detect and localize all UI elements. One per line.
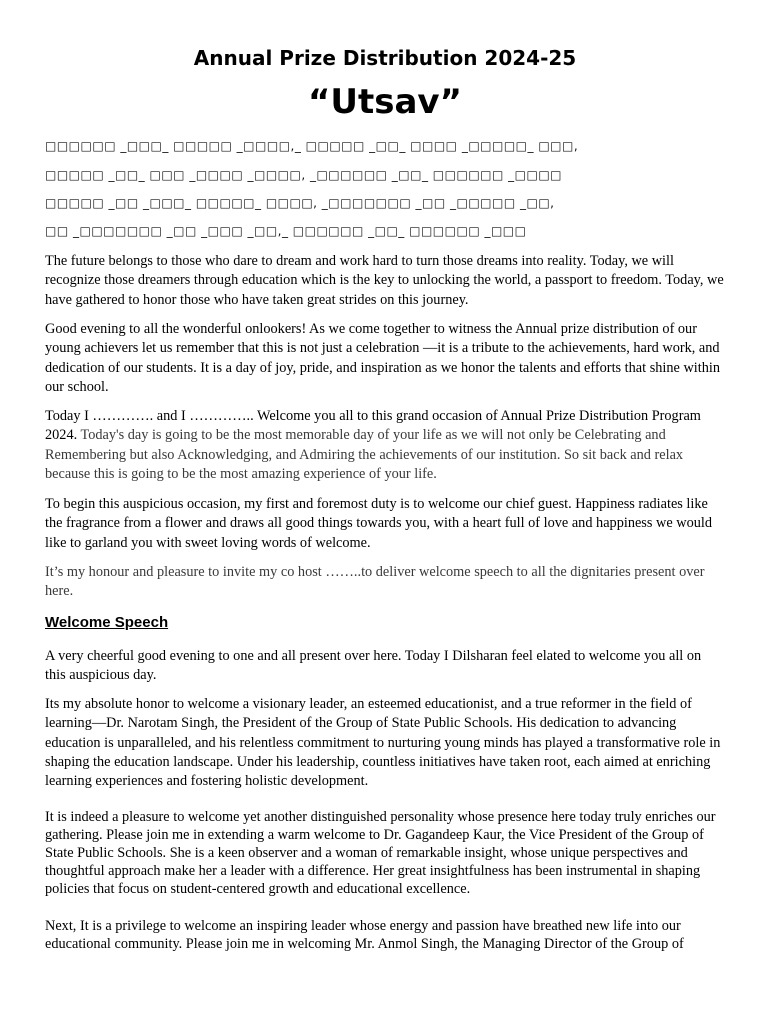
document-title: Annual Prize Distribution 2024-25: [193, 46, 577, 70]
poem-line: □□□□□ _□□ _□□□_ □□□□□_ □□□□, _□□□□□□□ _□□ _□□□□□ _□□,: [45, 196, 555, 210]
hosts-memorable-text: Today's day is going to be the most memorable day of your life as we will not only be Celebrating and Remembering but also Acknowledging, and Admiring the achievements of our institution. So sit back and relax because this is going to be the most amazing experience of your life.: [45, 427, 684, 482]
hosts-paragraph: [45, 407, 725, 484]
cohost-invite-paragraph: It’s my honour and pleasure to invite my co host ……..to deliver welcome speech to all the dignitaries present over here.: [45, 564, 705, 600]
event-name: “Utsav”: [308, 82, 462, 122]
hosts-intro-text: Today I …………. and I ………….. Welcome you all to this grand occasion of Annual Prize Distribution Program 2024.: [45, 408, 701, 444]
poem-line: □□ _□□□□□□□ _□□ _□□□ _□□,_ □□□□□□ _□□_ □□□□□□ _□□□: [45, 224, 527, 238]
president-welcome-paragraph: Its my absolute honor to welcome a visionary leader, an esteemed educationist, and a true reformer in the field of learning—Dr. Narotam Singh, the President of the Group of State Public Schools. His dedication to advancing education is unparalleled, and his relentless commitment to nurturing young minds has played a transformative role in shaping the education landscape. Under his leadership, countless initiatives have taken root, each aimed at enriching learning experiences and fostering holistic development.: [45, 696, 721, 790]
greeting-paragraph: Good evening to all the wonderful onlookers! As we come together to witness the Annual prize distribution of our young achievers let us remember that this is not just a celebration —it is a tribute to the achievements, hard work, and dedication of our students. It is a day of joy, pride, and inspiration as we honor the talents and efforts that shine within our school.: [45, 321, 720, 395]
poem-line: □□□□□ _□□_ □□□ _□□□□ _□□□□, _□□□□□□ _□□_ □□□□□□ _□□□□: [45, 168, 562, 182]
intro-paragraph: The future belongs to those who dare to dream and work hard to turn those dreams into reality. Today, we will recognize those dreamers through education which is the key to unlocking the world, a passport to freedom. Today, we have gathered to honor those who have taken great strides on this journey.: [45, 253, 724, 308]
vice-president-welcome-paragraph: It is indeed a pleasure to welcome yet another distinguished personality whose presence here today truly enriches our gathering. Please join me in extending a warm welcome to Dr. Gagandeep Kaur, the Vice President of the Group of State Public Schools. She is a keen observer and a woman of remarkable insight, whose unique perspectives and thoughtful approach make her a leader with a difference. Her great insightfulness has been instrumental in shaping policies that focus on student-centered growth and educational excellence.: [45, 809, 716, 898]
welcome-speech-heading: Welcome Speech: [45, 614, 169, 631]
managing-director-welcome-paragraph: Next, It is a privilege to welcome an inspiring leader whose energy and passion have breathed new life into our educational community. Please join me in welcoming Mr. Anmol Singh, the Managing Director of the Group of: [45, 918, 684, 953]
poem-line: □□□□□□ _□□□_ □□□□□ _□□□□,_ □□□□□ _□□_ □□□□ _□□□□□_ □□□,: [45, 139, 579, 153]
welcome-opening-paragraph: A very cheerful good evening to one and all present over here. Today I Dilsharan feel elated to welcome you all on this auspicious day.: [45, 648, 702, 684]
chief-guest-paragraph: To begin this auspicious occasion, my first and foremost duty is to welcome our chief guest. Happiness radiates like the fragrance from a flower and draws all good things towards you, with a heart full of love and happiness we would like to garland you with sweet loving words of welcome.: [45, 496, 712, 551]
